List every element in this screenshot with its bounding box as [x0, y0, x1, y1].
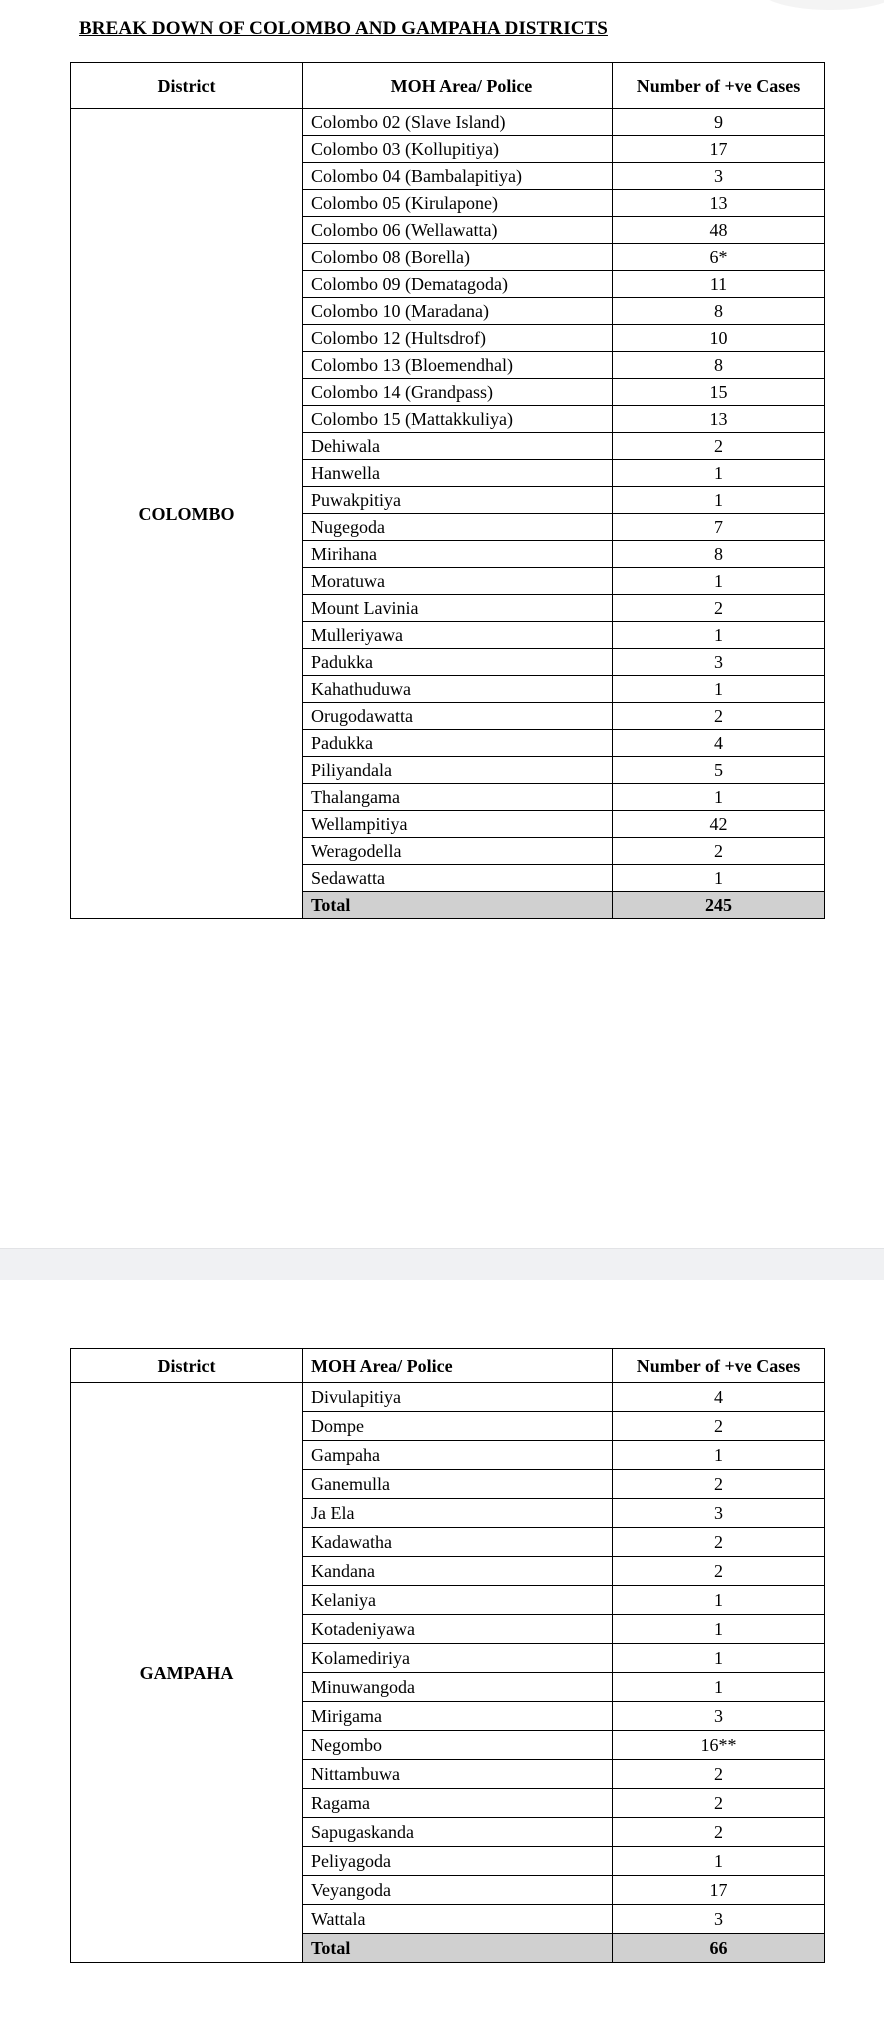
- corner-shadow: [760, 0, 884, 10]
- total-value-cell: 245: [613, 892, 825, 919]
- case-count-cell: 1: [613, 1644, 825, 1673]
- case-count-cell: 13: [613, 406, 825, 433]
- table-header-row: [71, 1349, 825, 1383]
- column-header-moh-area: MOH Area/ Police: [303, 1349, 613, 1383]
- moh-area-cell: Colombo 03 (Kollupitiya): [303, 136, 613, 163]
- document-title: BREAK DOWN OF COLOMBO AND GAMPAHA DISTRICTS: [79, 18, 608, 39]
- moh-area-cell: Dompe: [303, 1412, 613, 1441]
- moh-area-cell: Gampaha: [303, 1441, 613, 1470]
- moh-area-cell: Padukka: [303, 730, 613, 757]
- moh-area-cell: Colombo 12 (Hultsdrof): [303, 325, 613, 352]
- moh-area-cell: Sapugaskanda: [303, 1818, 613, 1847]
- moh-area-cell: Colombo 06 (Wellawatta): [303, 217, 613, 244]
- case-count-cell: 8: [613, 298, 825, 325]
- case-count-cell: 10: [613, 325, 825, 352]
- case-count-cell: 2: [613, 1412, 825, 1441]
- total-label-cell: Total: [303, 1934, 613, 1963]
- district-name-cell: GAMPAHA: [71, 1383, 303, 1963]
- moh-area-cell: Colombo 14 (Grandpass): [303, 379, 613, 406]
- moh-area-cell: Orugodawatta: [303, 703, 613, 730]
- column-header-cases: Number of +ve Cases: [613, 1349, 825, 1383]
- moh-area-cell: Mount Lavinia: [303, 595, 613, 622]
- case-count-cell: 16**: [613, 1731, 825, 1760]
- table-header-row: [71, 63, 825, 109]
- case-count-cell: 15: [613, 379, 825, 406]
- moh-area-cell: Veyangoda: [303, 1876, 613, 1905]
- case-count-cell: 1: [613, 784, 825, 811]
- moh-area-cell: Peliyagoda: [303, 1847, 613, 1876]
- case-count-cell: 2: [613, 1557, 825, 1586]
- moh-area-cell: Sedawatta: [303, 865, 613, 892]
- case-count-cell: 8: [613, 541, 825, 568]
- moh-area-cell: Colombo 04 (Bambalapitiya): [303, 163, 613, 190]
- moh-area-cell: Ragama: [303, 1789, 613, 1818]
- moh-area-cell: Padukka: [303, 649, 613, 676]
- case-count-cell: 1: [613, 568, 825, 595]
- moh-area-cell: Ja Ela: [303, 1499, 613, 1528]
- moh-area-cell: Mulleriyawa: [303, 622, 613, 649]
- case-count-cell: 6*: [613, 244, 825, 271]
- moh-area-cell: Ganemulla: [303, 1470, 613, 1499]
- table-row: [71, 1383, 825, 1412]
- moh-area-cell: Colombo 09 (Dematagoda): [303, 271, 613, 298]
- moh-area-cell: Kolamediriya: [303, 1644, 613, 1673]
- moh-area-cell: Kadawatha: [303, 1528, 613, 1557]
- moh-area-cell: Kelaniya: [303, 1586, 613, 1615]
- case-count-cell: 1: [613, 1615, 825, 1644]
- moh-area-cell: Minuwangoda: [303, 1673, 613, 1702]
- case-count-cell: 1: [613, 487, 825, 514]
- moh-area-cell: Colombo 08 (Borella): [303, 244, 613, 271]
- page-separator: [0, 1248, 884, 1281]
- moh-area-cell: Weragodella: [303, 838, 613, 865]
- case-count-cell: 8: [613, 352, 825, 379]
- document-page-2: [0, 1280, 884, 2024]
- colombo-cases-table: [70, 62, 825, 919]
- case-count-cell: 2: [613, 1528, 825, 1557]
- case-count-cell: 3: [613, 1905, 825, 1934]
- moh-area-cell: Moratuwa: [303, 568, 613, 595]
- colombo-table-body: [71, 109, 825, 919]
- case-count-cell: 1: [613, 865, 825, 892]
- moh-area-cell: Hanwella: [303, 460, 613, 487]
- case-count-cell: 9: [613, 109, 825, 136]
- case-count-cell: 2: [613, 1818, 825, 1847]
- moh-area-cell: Colombo 10 (Maradana): [303, 298, 613, 325]
- gampaha-cases-table: [70, 1348, 825, 1963]
- moh-area-cell: Piliyandala: [303, 757, 613, 784]
- case-count-cell: 2: [613, 433, 825, 460]
- column-header-district: District: [71, 63, 303, 109]
- moh-area-cell: Colombo 15 (Mattakkuliya): [303, 406, 613, 433]
- moh-area-cell: Kandana: [303, 1557, 613, 1586]
- column-header-district: District: [71, 1349, 303, 1383]
- table-row: [71, 109, 825, 136]
- case-count-cell: 48: [613, 217, 825, 244]
- moh-area-cell: Wattala: [303, 1905, 613, 1934]
- column-header-moh-area: MOH Area/ Police: [303, 63, 613, 109]
- case-count-cell: 4: [613, 730, 825, 757]
- moh-area-cell: Nittambuwa: [303, 1760, 613, 1789]
- case-count-cell: 1: [613, 1586, 825, 1615]
- case-count-cell: 1: [613, 460, 825, 487]
- moh-area-cell: Kotadeniyawa: [303, 1615, 613, 1644]
- case-count-cell: 3: [613, 1499, 825, 1528]
- case-count-cell: 1: [613, 1673, 825, 1702]
- case-count-cell: 3: [613, 649, 825, 676]
- case-count-cell: 2: [613, 838, 825, 865]
- gampaha-table-body: [71, 1383, 825, 1963]
- case-count-cell: 4: [613, 1383, 825, 1412]
- moh-area-cell: Thalangama: [303, 784, 613, 811]
- case-count-cell: 2: [613, 703, 825, 730]
- moh-area-cell: Colombo 02 (Slave Island): [303, 109, 613, 136]
- case-count-cell: 3: [613, 163, 825, 190]
- case-count-cell: 2: [613, 1760, 825, 1789]
- district-name-cell: COLOMBO: [71, 109, 303, 919]
- case-count-cell: 2: [613, 595, 825, 622]
- moh-area-cell: Dehiwala: [303, 433, 613, 460]
- moh-area-cell: Kahathuduwa: [303, 676, 613, 703]
- moh-area-cell: Wellampitiya: [303, 811, 613, 838]
- total-label-cell: Total: [303, 892, 613, 919]
- case-count-cell: 17: [613, 136, 825, 163]
- moh-area-cell: Mirihana: [303, 541, 613, 568]
- case-count-cell: 3: [613, 1702, 825, 1731]
- moh-area-cell: Colombo 13 (Bloemendhal): [303, 352, 613, 379]
- total-value-cell: 66: [613, 1934, 825, 1963]
- case-count-cell: 17: [613, 1876, 825, 1905]
- column-header-cases: Number of +ve Cases: [613, 63, 825, 109]
- case-count-cell: 5: [613, 757, 825, 784]
- case-count-cell: 1: [613, 1441, 825, 1470]
- moh-area-cell: Colombo 05 (Kirulapone): [303, 190, 613, 217]
- moh-area-cell: Negombo: [303, 1731, 613, 1760]
- case-count-cell: 2: [613, 1789, 825, 1818]
- moh-area-cell: Puwakpitiya: [303, 487, 613, 514]
- case-count-cell: 42: [613, 811, 825, 838]
- case-count-cell: 7: [613, 514, 825, 541]
- case-count-cell: 2: [613, 1470, 825, 1499]
- case-count-cell: 1: [613, 676, 825, 703]
- moh-area-cell: Nugegoda: [303, 514, 613, 541]
- case-count-cell: 11: [613, 271, 825, 298]
- case-count-cell: 1: [613, 1847, 825, 1876]
- moh-area-cell: Divulapitiya: [303, 1383, 613, 1412]
- case-count-cell: 13: [613, 190, 825, 217]
- moh-area-cell: Mirigama: [303, 1702, 613, 1731]
- case-count-cell: 1: [613, 622, 825, 649]
